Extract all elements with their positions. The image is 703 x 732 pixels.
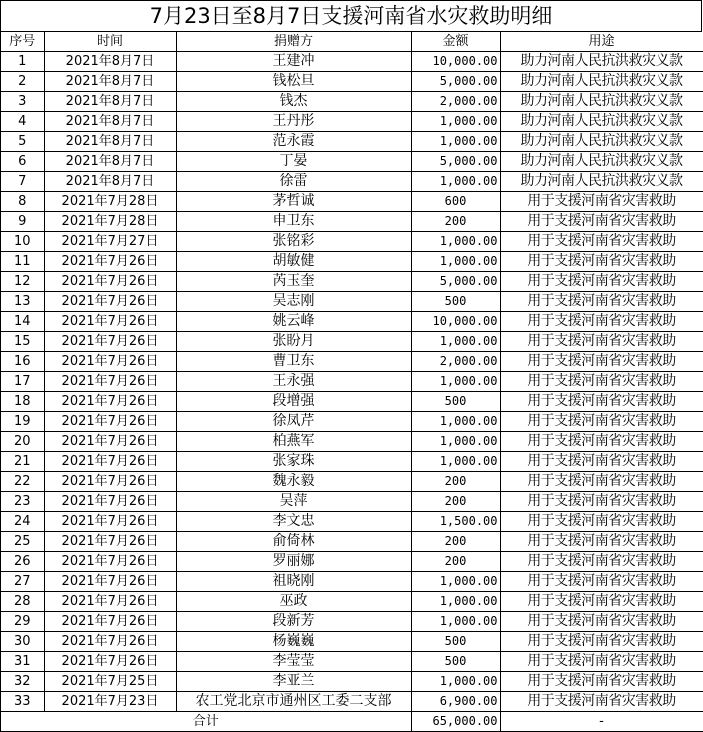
row-time: 2021年7月26日 — [44, 492, 176, 512]
row-purpose: 用于支援河南省灾害救助 — [500, 592, 703, 612]
row-donor: 芮玉奎 — [176, 272, 411, 292]
row-donor: 王建冲 — [176, 52, 411, 72]
table-row — [1, 332, 703, 352]
row-no: 32 — [1, 672, 44, 692]
row-purpose: 用于支援河南省灾害救助 — [500, 632, 703, 652]
row-no: 27 — [1, 572, 44, 592]
row-no: 15 — [1, 332, 44, 352]
row-amount: 2,000.00 — [411, 352, 500, 372]
row-donor: 王永强 — [176, 372, 411, 392]
row-purpose: 用于支援河南省灾害救助 — [500, 472, 703, 492]
row-time: 2021年7月26日 — [44, 532, 176, 552]
table-row — [1, 632, 703, 652]
table-row — [1, 292, 703, 312]
row-amount: 1,000.00 — [411, 232, 500, 252]
row-no: 11 — [1, 252, 44, 272]
row-no: 21 — [1, 452, 44, 472]
row-purpose: 用于支援河南省灾害救助 — [500, 512, 703, 532]
row-time: 2021年7月26日 — [44, 352, 176, 372]
row-amount: 500 — [411, 652, 500, 672]
row-donor: 张铭彩 — [176, 232, 411, 252]
row-no: 8 — [1, 192, 44, 212]
row-donor: 曹卫东 — [176, 352, 411, 372]
row-purpose: 用于支援河南省灾害救助 — [500, 212, 703, 232]
table-row — [1, 372, 703, 392]
row-amount: 5,000.00 — [411, 72, 500, 92]
table-row — [1, 492, 703, 512]
row-time: 2021年8月7日 — [44, 52, 176, 72]
row-no: 23 — [1, 492, 44, 512]
table-row — [1, 392, 703, 412]
row-purpose: 助力河南人民抗洪救灾义款 — [500, 132, 703, 152]
row-amount: 1,000.00 — [411, 612, 500, 632]
row-amount: 1,000.00 — [411, 572, 500, 592]
row-no: 22 — [1, 472, 44, 492]
row-purpose: 用于支援河南省灾害救助 — [500, 692, 703, 712]
table-row — [1, 532, 703, 552]
row-purpose: 助力河南人民抗洪救灾义款 — [500, 152, 703, 172]
total-label: 合计 — [1, 712, 411, 732]
row-amount: 1,000.00 — [411, 452, 500, 472]
row-time: 2021年7月28日 — [44, 192, 176, 212]
row-purpose: 用于支援河南省灾害救助 — [500, 292, 703, 312]
row-purpose: 用于支援河南省灾害救助 — [500, 492, 703, 512]
row-donor: 茅哲诚 — [176, 192, 411, 212]
row-time: 2021年7月26日 — [44, 652, 176, 672]
row-no: 25 — [1, 532, 44, 552]
table-row — [1, 232, 703, 252]
header-donor: 捐赠方 — [176, 32, 411, 52]
row-purpose: 用于支援河南省灾害救助 — [500, 552, 703, 572]
row-amount: 1,000.00 — [411, 412, 500, 432]
row-donor: 吴志刚 — [176, 292, 411, 312]
row-purpose: 用于支援河南省灾害救助 — [500, 232, 703, 252]
row-time: 2021年7月26日 — [44, 512, 176, 532]
row-no: 14 — [1, 312, 44, 332]
row-donor: 魏永毅 — [176, 472, 411, 492]
table-row — [1, 72, 703, 92]
row-time: 2021年7月26日 — [44, 392, 176, 412]
row-amount: 1,000.00 — [411, 332, 500, 352]
row-donor: 柏燕军 — [176, 432, 411, 452]
row-time: 2021年7月26日 — [44, 372, 176, 392]
row-time: 2021年7月26日 — [44, 472, 176, 492]
row-no: 17 — [1, 372, 44, 392]
table-row — [1, 432, 703, 452]
row-donor: 张家珠 — [176, 452, 411, 472]
row-purpose: 用于支援河南省灾害救助 — [500, 412, 703, 432]
row-no: 26 — [1, 552, 44, 572]
row-time: 2021年8月7日 — [44, 152, 176, 172]
row-no: 1 — [1, 52, 44, 72]
row-time: 2021年8月7日 — [44, 132, 176, 152]
row-purpose: 助力河南人民抗洪救灾义款 — [500, 72, 703, 92]
row-time: 2021年7月28日 — [44, 212, 176, 232]
row-amount: 5,000.00 — [411, 272, 500, 292]
row-no: 33 — [1, 692, 44, 712]
row-no: 5 — [1, 132, 44, 152]
row-purpose: 用于支援河南省灾害救助 — [500, 572, 703, 592]
row-donor: 杨巍巍 — [176, 632, 411, 652]
row-purpose: 用于支援河南省灾害救助 — [500, 612, 703, 632]
row-time: 2021年7月26日 — [44, 612, 176, 632]
row-no: 2 — [1, 72, 44, 92]
row-donor: 张盼月 — [176, 332, 411, 352]
row-purpose: 用于支援河南省灾害救助 — [500, 432, 703, 452]
table-row — [1, 52, 703, 72]
row-time: 2021年7月26日 — [44, 432, 176, 452]
row-no: 18 — [1, 392, 44, 412]
row-no: 12 — [1, 272, 44, 292]
row-donor: 王丹彤 — [176, 112, 411, 132]
row-purpose: 用于支援河南省灾害救助 — [500, 672, 703, 692]
row-time: 2021年7月26日 — [44, 452, 176, 472]
table-row — [1, 472, 703, 492]
row-no: 3 — [1, 92, 44, 112]
row-purpose: 用于支援河南省灾害救助 — [500, 192, 703, 212]
row-amount: 200 — [411, 472, 500, 492]
row-no: 31 — [1, 652, 44, 672]
row-amount: 6,900.00 — [411, 692, 500, 712]
row-purpose: 用于支援河南省灾害救助 — [500, 652, 703, 672]
row-no: 30 — [1, 632, 44, 652]
row-donor: 段增强 — [176, 392, 411, 412]
row-purpose: 用于支援河南省灾害救助 — [500, 252, 703, 272]
sheet-title: 7月23日至8月7日支援河南省水灾救助明细 — [1, 1, 702, 32]
row-donor: 农工党北京市通州区工委二支部 — [176, 692, 411, 712]
row-amount: 200 — [411, 552, 500, 572]
row-time: 2021年7月26日 — [44, 572, 176, 592]
row-donor: 钱松旦 — [176, 72, 411, 92]
row-donor: 罗丽娜 — [176, 552, 411, 572]
row-no: 20 — [1, 432, 44, 452]
header-time: 时间 — [44, 32, 176, 52]
row-amount: 1,000.00 — [411, 592, 500, 612]
table-row — [1, 192, 703, 212]
row-no: 28 — [1, 592, 44, 612]
row-amount: 1,000.00 — [411, 112, 500, 132]
row-time: 2021年7月26日 — [44, 552, 176, 572]
header-row — [1, 32, 703, 52]
row-donor: 胡敏健 — [176, 252, 411, 272]
row-amount: 500 — [411, 392, 500, 412]
total-row — [1, 712, 703, 732]
row-purpose: 助力河南人民抗洪救灾义款 — [500, 52, 703, 72]
table-row — [1, 112, 703, 132]
row-donor: 徐雷 — [176, 172, 411, 192]
row-amount: 1,000.00 — [411, 172, 500, 192]
row-amount: 500 — [411, 292, 500, 312]
row-purpose: 用于支援河南省灾害救助 — [500, 352, 703, 372]
table-row — [1, 592, 703, 612]
row-purpose: 用于支援河南省灾害救助 — [500, 312, 703, 332]
row-amount: 500 — [411, 632, 500, 652]
row-time: 2021年8月7日 — [44, 112, 176, 132]
table-row — [1, 672, 703, 692]
row-no: 10 — [1, 232, 44, 252]
row-donor: 申卫东 — [176, 212, 411, 232]
row-purpose: 用于支援河南省灾害救助 — [500, 392, 703, 412]
row-donor: 李莹莹 — [176, 652, 411, 672]
row-donor: 祖晓刚 — [176, 572, 411, 592]
row-no: 19 — [1, 412, 44, 432]
row-donor: 徐凤芹 — [176, 412, 411, 432]
row-amount: 1,000.00 — [411, 252, 500, 272]
header-amount: 金额 — [411, 32, 500, 52]
table-row — [1, 692, 703, 712]
row-purpose: 用于支援河南省灾害救助 — [500, 332, 703, 352]
row-purpose: 用于支援河南省灾害救助 — [500, 272, 703, 292]
row-time: 2021年7月25日 — [44, 672, 176, 692]
row-amount: 1,000.00 — [411, 432, 500, 452]
row-time: 2021年7月26日 — [44, 412, 176, 432]
row-time: 2021年7月26日 — [44, 632, 176, 652]
row-donor: 姚云峰 — [176, 312, 411, 332]
table-row — [1, 452, 703, 472]
row-time: 2021年7月26日 — [44, 272, 176, 292]
total-purpose: - — [500, 712, 703, 732]
table-row — [1, 92, 703, 112]
row-time: 2021年7月23日 — [44, 692, 176, 712]
row-purpose: 助力河南人民抗洪救灾义款 — [500, 112, 703, 132]
row-time: 2021年7月26日 — [44, 312, 176, 332]
row-no: 6 — [1, 152, 44, 172]
row-no: 16 — [1, 352, 44, 372]
table-row — [1, 252, 703, 272]
row-no: 13 — [1, 292, 44, 312]
table-row — [1, 312, 703, 332]
row-amount: 2,000.00 — [411, 92, 500, 112]
table-row — [1, 272, 703, 292]
row-amount: 600 — [411, 192, 500, 212]
row-amount: 10,000.00 — [411, 52, 500, 72]
row-donor: 李文忠 — [176, 512, 411, 532]
row-donor: 范永霞 — [176, 132, 411, 152]
row-no: 24 — [1, 512, 44, 532]
row-time: 2021年7月26日 — [44, 292, 176, 312]
row-time: 2021年7月26日 — [44, 252, 176, 272]
header-purpose: 用途 — [500, 32, 703, 52]
row-amount: 1,000.00 — [411, 672, 500, 692]
row-time: 2021年7月26日 — [44, 592, 176, 612]
table-row — [1, 152, 703, 172]
row-donor: 俞倚林 — [176, 532, 411, 552]
table-row — [1, 552, 703, 572]
row-amount: 1,000.00 — [411, 372, 500, 392]
table-row — [1, 512, 703, 532]
row-time: 2021年7月26日 — [44, 332, 176, 352]
row-purpose: 助力河南人民抗洪救灾义款 — [500, 172, 703, 192]
row-no: 7 — [1, 172, 44, 192]
table-row — [1, 132, 703, 152]
table-row — [1, 172, 703, 192]
row-purpose: 用于支援河南省灾害救助 — [500, 372, 703, 392]
row-amount: 200 — [411, 492, 500, 512]
row-amount: 10,000.00 — [411, 312, 500, 332]
row-time: 2021年8月7日 — [44, 92, 176, 112]
total-amount: 65,000.00 — [411, 712, 500, 732]
row-donor: 李亚兰 — [176, 672, 411, 692]
row-donor: 丁晏 — [176, 152, 411, 172]
row-no: 9 — [1, 212, 44, 232]
row-purpose: 助力河南人民抗洪救灾义款 — [500, 92, 703, 112]
row-amount: 200 — [411, 212, 500, 232]
row-amount: 5,000.00 — [411, 152, 500, 172]
table-row — [1, 652, 703, 672]
table-row — [1, 352, 703, 372]
header-no: 序号 — [1, 32, 44, 52]
row-donor: 钱杰 — [176, 92, 411, 112]
donation-table — [1, 32, 703, 732]
row-time: 2021年7月27日 — [44, 232, 176, 252]
row-donor: 段新芳 — [176, 612, 411, 632]
row-amount: 1,000.00 — [411, 132, 500, 152]
table-row — [1, 572, 703, 592]
row-amount: 200 — [411, 532, 500, 552]
row-time: 2021年8月7日 — [44, 72, 176, 92]
row-time: 2021年8月7日 — [44, 172, 176, 192]
table-row — [1, 412, 703, 432]
row-purpose: 用于支援河南省灾害救助 — [500, 452, 703, 472]
row-amount: 1,500.00 — [411, 512, 500, 532]
row-donor: 吴萍 — [176, 492, 411, 512]
row-donor: 巫政 — [176, 592, 411, 612]
table-row — [1, 612, 703, 632]
row-no: 29 — [1, 612, 44, 632]
row-purpose: 用于支援河南省灾害救助 — [500, 532, 703, 552]
table-row — [1, 212, 703, 232]
row-no: 4 — [1, 112, 44, 132]
